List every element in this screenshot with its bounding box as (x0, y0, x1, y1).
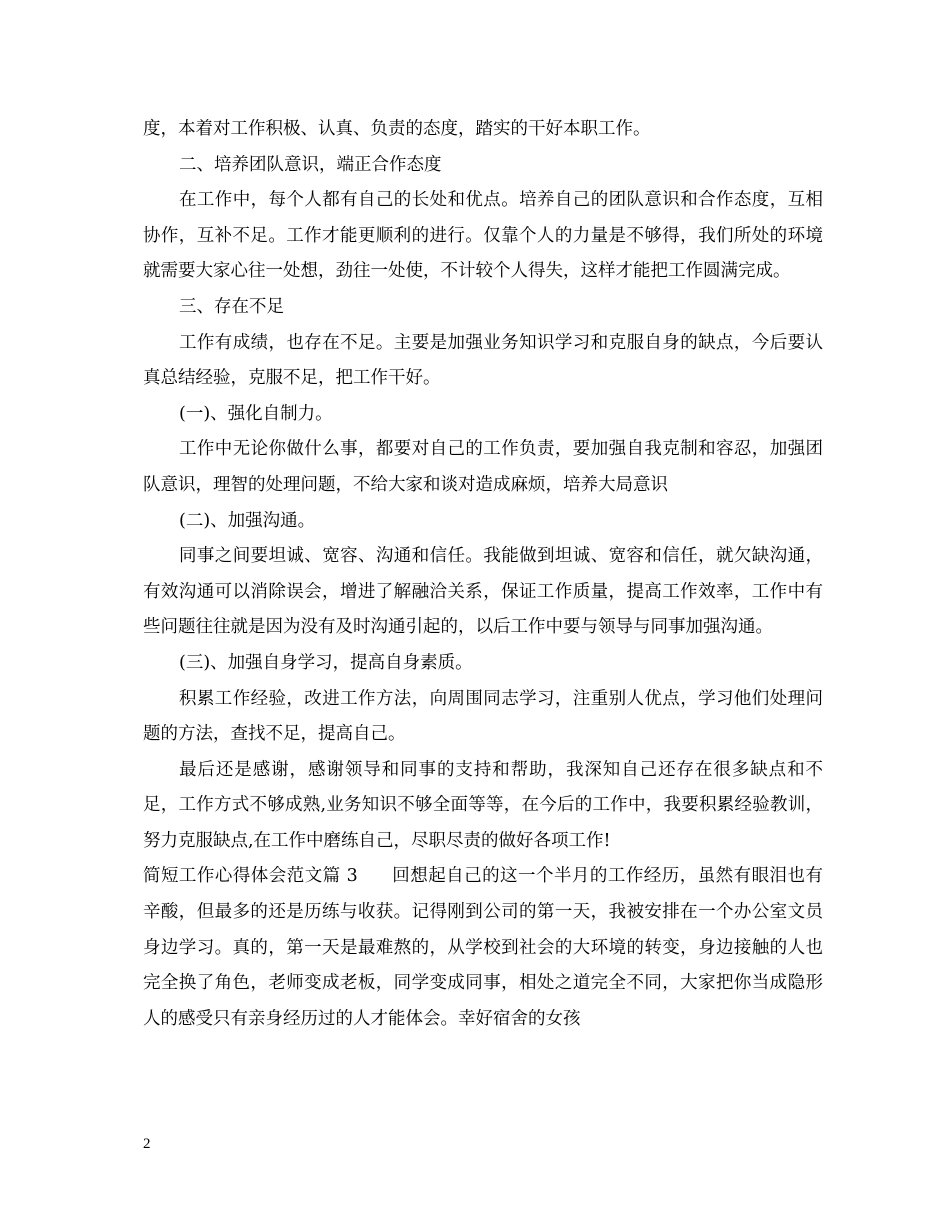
document-body (143, 112, 823, 1037)
subsection-heading: (二)、加强沟通。 (179, 510, 316, 531)
paragraph: 度，本着对工作积极、认真、负责的态度，踏实的干好本职工作。 (143, 119, 651, 139)
subsection-heading: (一)、强化自制力。 (179, 403, 333, 424)
paragraph: 工作中无论你做什么事，都要对自己的工作负责，要加强自我克制和容忍，加强团队意识，理智的处理问题，不给大家和谈对造成麻烦，培养大局意识 (143, 439, 823, 495)
section-heading: 三、存在不足 (179, 296, 284, 317)
paragraph: 最后还是感谢，感谢领导和同事的支持和帮助，我深知自己还存在很多缺点和不足，工作方式不够成熟,业务知识不够全面等等，在今后的工作中，我要积累经验教训，努力克服缺点,在工作中磨练自己，尽职尽责的做好各项工作! (143, 759, 823, 851)
section3-paragraph (143, 859, 823, 1037)
section3-title: 简短工作心得体会范文篇 3 (143, 866, 358, 887)
page-number: 2 (143, 1136, 151, 1152)
section3-body: 回想起自己的这一个半月的工作经历，虽然有眼泪也有辛酸，但最多的还是历练与收获。记得刚到公司的第一天，我被安排在一个办公室文员身边学习。真的，第一天是最难熬的，从学校到社会的大环境的转变，身边接触的人也完全换了角色，老师变成老板，同学变成同事，相处之道完全不同，大家把你当成隐形人的感受只有亲身经历过的人才能体会。幸好宿舍的女孩 (143, 866, 823, 1029)
subsection-heading: (三)、加强自身学习，提高自身素质。 (179, 652, 473, 673)
paragraph: 在工作中，每个人都有自己的长处和优点。培养自己的团队意识和合作态度，互相协作，互补不足。工作才能更顺利的进行。仅靠个人的力量是不够得，我们所处的环境就需要大家心往一处想，劲往一处使，不计较个人得失，这样才能把工作圆满完成。 (143, 190, 823, 282)
paragraph: 同事之间要坦诚、宽容、沟通和信任。我能做到坦诚、宽容和信任，就欠缺沟通，有效沟通可以消除误会，增进了解融洽关系，保证工作质量，提高工作效率，工作中有些问题往往就是因为没有及时沟通引起的，以后工作中要与领导与同事加强沟通。 (143, 546, 823, 638)
paragraph: 积累工作经验，改进工作方法，向周围同志学习，注重别人优点，学习他们处理问题的方法，查找不足，提高自己。 (143, 688, 823, 745)
section-heading: 二、培养团队意识，端正合作态度 (179, 154, 442, 175)
paragraph: 工作有成绩，也存在不足。主要是加强业务知识学习和克服自身的缺点，今后要认真总结经验，克服不足，把工作干好。 (143, 332, 823, 389)
